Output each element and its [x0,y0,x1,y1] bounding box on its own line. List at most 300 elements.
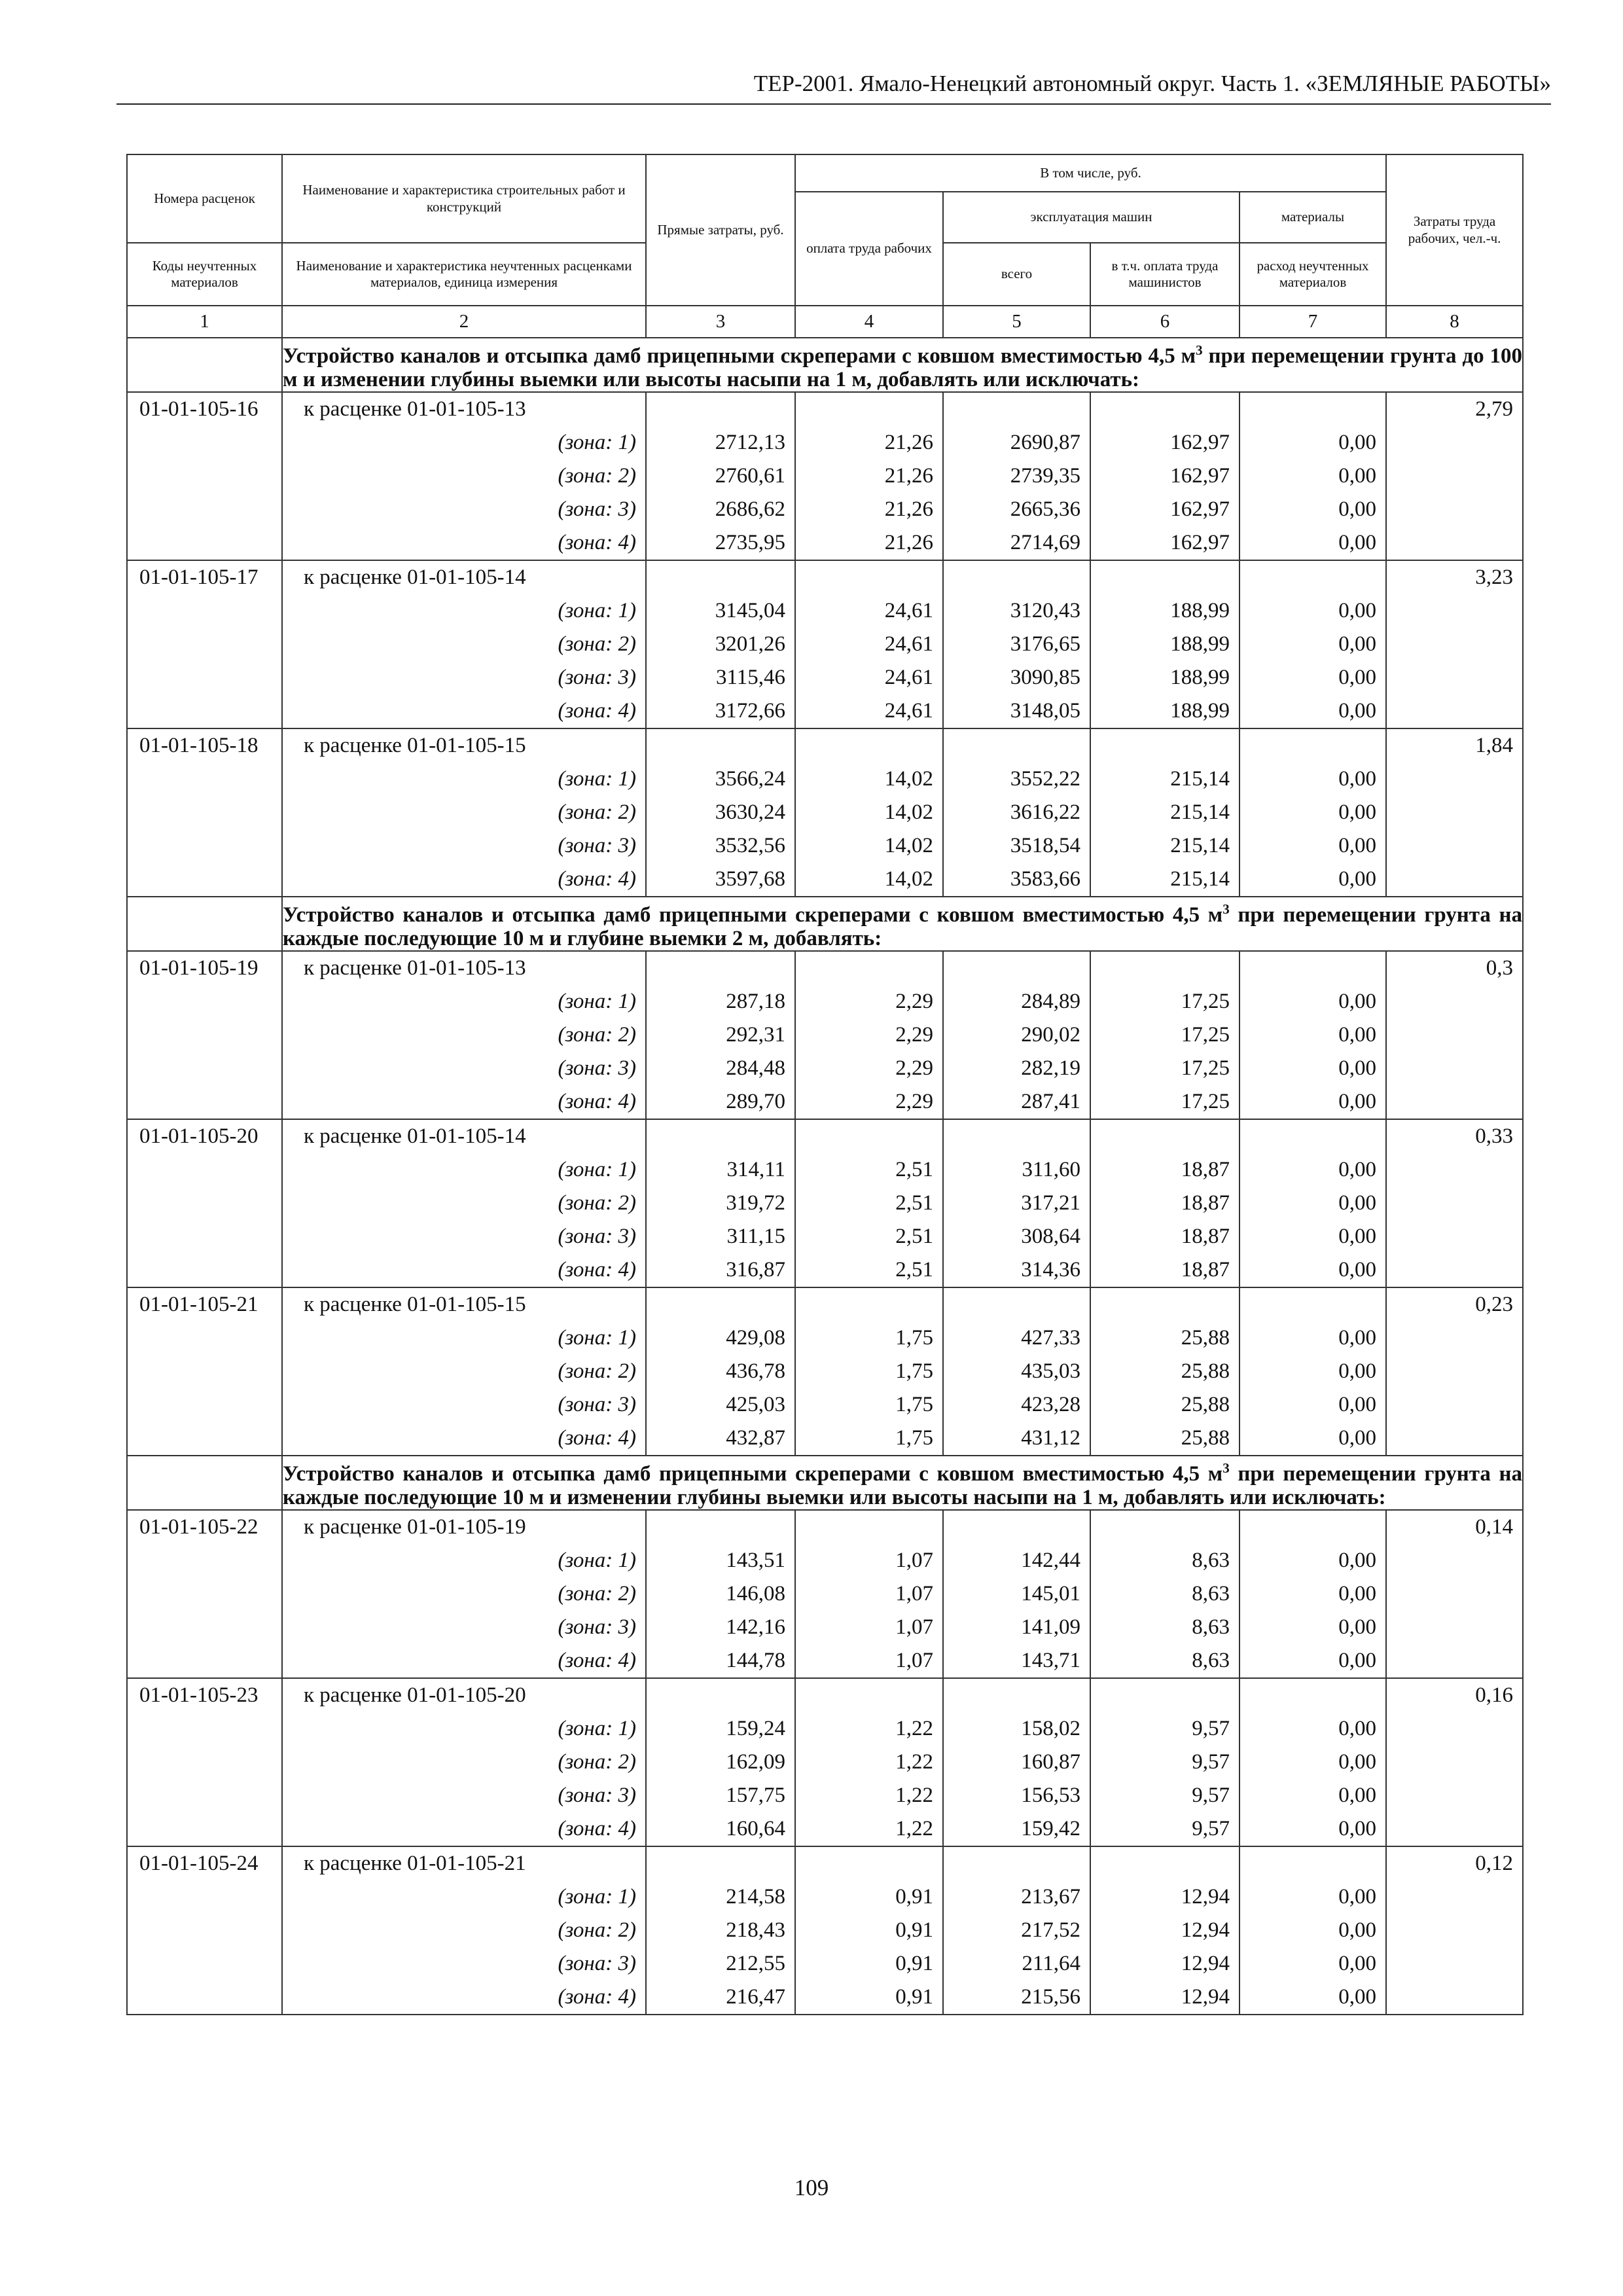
direct-costs-value: 3532,56 [646,829,795,863]
machines-total-value: 160,87 [943,1746,1090,1779]
column-number: 2 [282,306,646,338]
empty-cell [943,560,1090,594]
machinist-pay-value: 9,57 [1090,1712,1240,1746]
rate-item-row [127,728,1523,762]
zone-row [127,1422,1523,1456]
empty-cell [1386,459,1523,493]
zone-label: (зона: 4) [282,1253,646,1287]
zone-row [127,863,1523,897]
empty-cell [127,628,282,661]
materials-value: 0,00 [1240,1746,1386,1779]
empty-cell [127,661,282,694]
empty-cell [1386,694,1523,728]
zone-row [127,1085,1523,1119]
machines-total-value: 156,53 [943,1779,1090,1812]
th-machines-total: всего [943,243,1090,306]
empty-cell [646,1119,795,1153]
empty-cell [646,951,795,985]
worker-pay-value: 0,91 [795,1914,943,1947]
empty-cell [127,1880,282,1914]
th-name-bottom: Наименование и характеристика неучтенных расценками материалов, единица измерения [282,243,646,306]
empty-cell [1090,1119,1240,1153]
materials-value: 0,00 [1240,1914,1386,1947]
empty-cell [1240,1287,1386,1321]
zone-row [127,1812,1523,1846]
rate-item-row [127,1678,1523,1712]
zone-row [127,1355,1523,1388]
empty-cell [127,1577,282,1611]
materials-value: 0,00 [1240,1880,1386,1914]
section-title-text-cont: при перемещении грунта на каждые последующие 10 м и изменении глубины выемки или высоты насыпи на 1 м, добавлять или исключать: [283,1462,1523,1509]
worker-pay-value: 0,91 [795,1981,943,2015]
empty-cell [1386,1577,1523,1611]
direct-costs-value: 314,11 [646,1153,795,1187]
machinist-pay-value: 8,63 [1090,1644,1240,1678]
empty-cell [127,526,282,560]
zone-label: (зона: 4) [282,1644,646,1678]
zone-label: (зона: 1) [282,985,646,1018]
worker-pay-value: 0,91 [795,1880,943,1914]
zone-label: (зона: 1) [282,1880,646,1914]
machinist-pay-value: 8,63 [1090,1577,1240,1611]
zone-row [127,1947,1523,1981]
direct-costs-value: 144,78 [646,1644,795,1678]
rate-name: к расценке 01-01-105-15 [282,728,646,762]
rate-item-row [127,1510,1523,1544]
empty-cell [127,594,282,628]
zone-label: (зона: 1) [282,594,646,628]
zone-label: (зона: 4) [282,526,646,560]
machines-total-value: 143,71 [943,1644,1090,1678]
labor-cost: 0,3 [1386,951,1523,985]
direct-costs-value: 146,08 [646,1577,795,1611]
machinist-pay-value: 162,97 [1090,526,1240,560]
th-materials: материалы [1240,192,1386,243]
machinist-pay-value: 18,87 [1090,1187,1240,1220]
zone-row [127,1187,1523,1220]
empty-cell [127,1153,282,1187]
zone-row [127,426,1523,459]
worker-pay-value: 14,02 [795,762,943,796]
empty-cell [1240,1119,1386,1153]
direct-costs-value: 319,72 [646,1187,795,1220]
th-machinist-pay: в т.ч. оплата труда машинистов [1090,243,1240,306]
empty-cell [795,1846,943,1880]
empty-cell [646,560,795,594]
empty-cell [1386,796,1523,829]
machines-total-value: 423,28 [943,1388,1090,1422]
rate-code: 01-01-105-16 [127,392,282,426]
direct-costs-value: 2760,61 [646,459,795,493]
empty-cell [1386,1220,1523,1253]
empty-cell [1386,863,1523,897]
empty-cell [943,951,1090,985]
worker-pay-value: 21,26 [795,493,943,526]
direct-costs-value: 425,03 [646,1388,795,1422]
rate-code: 01-01-105-22 [127,1510,282,1544]
materials-value: 0,00 [1240,1153,1386,1187]
zone-label: (зона: 2) [282,1914,646,1947]
column-number: 8 [1386,306,1523,338]
materials-value: 0,00 [1240,985,1386,1018]
machines-total-value: 2665,36 [943,493,1090,526]
zone-label: (зона: 2) [282,1746,646,1779]
machinist-pay-value: 12,94 [1090,1947,1240,1981]
worker-pay-value: 24,61 [795,694,943,728]
empty-cell [1090,392,1240,426]
empty-cell [1090,951,1240,985]
column-number: 4 [795,306,943,338]
zone-label: (зона: 1) [282,426,646,459]
machines-total-value: 284,89 [943,985,1090,1018]
empty-cell [646,1287,795,1321]
machinist-pay-value: 9,57 [1090,1746,1240,1779]
empty-cell [1386,594,1523,628]
empty-cell [795,1678,943,1712]
section-title-text: Устройство каналов и отсыпка дамб прицепными скреперами с ковшом вместимостью 4,5 м [283,903,1223,927]
materials-value: 0,00 [1240,1779,1386,1812]
machinist-pay-value: 188,99 [1090,661,1240,694]
materials-value: 0,00 [1240,1644,1386,1678]
empty-cell [127,1052,282,1085]
zone-row [127,1388,1523,1422]
empty-cell [127,985,282,1018]
worker-pay-value: 1,75 [795,1355,943,1388]
worker-pay-value: 21,26 [795,459,943,493]
machines-total-value: 290,02 [943,1018,1090,1052]
machinist-pay-value: 215,14 [1090,863,1240,897]
direct-costs-value: 162,09 [646,1746,795,1779]
empty-cell [1386,1880,1523,1914]
rate-code: 01-01-105-24 [127,1846,282,1880]
worker-pay-value: 21,26 [795,526,943,560]
empty-cell [1240,951,1386,985]
machinist-pay-value: 188,99 [1090,594,1240,628]
empty-cell [943,392,1090,426]
empty-cell [127,1812,282,1846]
rate-code: 01-01-105-21 [127,1287,282,1321]
empty-cell [1386,1812,1523,1846]
section-title-spacer [127,1456,282,1510]
machinist-pay-value: 162,97 [1090,493,1240,526]
zone-label: (зона: 4) [282,1422,646,1456]
rate-code: 01-01-105-18 [127,728,282,762]
zone-row [127,1880,1523,1914]
zone-label: (зона: 3) [282,1220,646,1253]
labor-cost: 0,14 [1386,1510,1523,1544]
zone-row [127,1052,1523,1085]
th-material-consumption: расход неучтенных материалов [1240,243,1386,306]
empty-cell [1386,1253,1523,1287]
materials-value: 0,00 [1240,1422,1386,1456]
worker-pay-value: 2,29 [795,1052,943,1085]
worker-pay-value: 1,75 [795,1388,943,1422]
rate-name: к расценке 01-01-105-14 [282,1119,646,1153]
section-title-spacer [127,897,282,951]
empty-cell [127,863,282,897]
worker-pay-value: 14,02 [795,796,943,829]
th-worker-pay: оплата труда рабочих [795,192,943,306]
machines-total-value: 3583,66 [943,863,1090,897]
materials-value: 0,00 [1240,594,1386,628]
empty-cell [646,1846,795,1880]
rate-name: к расценке 01-01-105-15 [282,1287,646,1321]
section-title-text: Устройство каналов и отсыпка дамб прицепными скреперами с ковшом вместимостью 4,5 м [283,1462,1223,1486]
empty-cell [1386,1018,1523,1052]
direct-costs-value: 3172,66 [646,694,795,728]
machines-total-value: 3120,43 [943,594,1090,628]
machines-total-value: 141,09 [943,1611,1090,1644]
zone-label: (зона: 3) [282,829,646,863]
empty-cell [1386,1321,1523,1355]
direct-costs-value: 289,70 [646,1085,795,1119]
empty-cell [646,1510,795,1544]
materials-value: 0,00 [1240,1321,1386,1355]
materials-value: 0,00 [1240,628,1386,661]
zone-label: (зона: 3) [282,1611,646,1644]
machines-total-value: 2690,87 [943,426,1090,459]
materials-value: 0,00 [1240,796,1386,829]
column-number-row [127,306,1523,338]
machines-total-value: 211,64 [943,1947,1090,1981]
machines-total-value: 2739,35 [943,459,1090,493]
empty-cell [127,762,282,796]
zone-row [127,493,1523,526]
empty-cell [1386,493,1523,526]
worker-pay-value: 2,29 [795,985,943,1018]
empty-cell [127,1018,282,1052]
zone-label: (зона: 2) [282,1355,646,1388]
empty-cell [1090,1510,1240,1544]
empty-cell [127,1253,282,1287]
machinist-pay-value: 8,63 [1090,1611,1240,1644]
column-number: 5 [943,306,1090,338]
empty-cell [1386,1187,1523,1220]
empty-cell [1386,426,1523,459]
empty-cell [1386,1779,1523,1812]
machines-total-value: 215,56 [943,1981,1090,2015]
zone-label: (зона: 1) [282,1153,646,1187]
zone-label: (зона: 2) [282,1577,646,1611]
empty-cell [1386,1422,1523,1456]
direct-costs-value: 218,43 [646,1914,795,1947]
zone-row [127,628,1523,661]
machinist-pay-value: 12,94 [1090,1981,1240,2015]
machines-total-value: 435,03 [943,1355,1090,1388]
empty-cell [943,1287,1090,1321]
machines-total-value: 3518,54 [943,829,1090,863]
direct-costs-value: 3145,04 [646,594,795,628]
zone-label: (зона: 1) [282,1321,646,1355]
direct-costs-value: 436,78 [646,1355,795,1388]
th-direct-costs: Прямые затраты, руб. [646,154,795,306]
th-labor-costs: Затраты труда рабочих, чел.-ч. [1386,154,1523,306]
rate-code: 01-01-105-20 [127,1119,282,1153]
machines-total-value: 2714,69 [943,526,1090,560]
zone-row [127,1018,1523,1052]
empty-cell [1386,1947,1523,1981]
materials-value: 0,00 [1240,1220,1386,1253]
materials-value: 0,00 [1240,1085,1386,1119]
empty-cell [1240,1846,1386,1880]
direct-costs-value: 2686,62 [646,493,795,526]
direct-costs-value: 216,47 [646,1981,795,2015]
machinist-pay-value: 18,87 [1090,1220,1240,1253]
empty-cell [127,1321,282,1355]
worker-pay-value: 2,51 [795,1220,943,1253]
empty-cell [1386,1981,1523,2015]
direct-costs-value: 316,87 [646,1253,795,1287]
zone-row [127,459,1523,493]
zone-label: (зона: 3) [282,1779,646,1812]
machinist-pay-value: 25,88 [1090,1422,1240,1456]
worker-pay-value: 2,51 [795,1253,943,1287]
machinist-pay-value: 17,25 [1090,1018,1240,1052]
zone-label: (зона: 4) [282,694,646,728]
worker-pay-value: 24,61 [795,594,943,628]
zone-label: (зона: 3) [282,1947,646,1981]
direct-costs-value: 159,24 [646,1712,795,1746]
materials-value: 0,00 [1240,526,1386,560]
empty-cell [943,1510,1090,1544]
zone-label: (зона: 3) [282,1388,646,1422]
direct-costs-value: 292,31 [646,1018,795,1052]
labor-cost: 1,84 [1386,728,1523,762]
rate-item-row [127,392,1523,426]
section-title [282,1456,1523,1510]
rate-item-row [127,1287,1523,1321]
empty-cell [1386,1355,1523,1388]
machinist-pay-value: 17,25 [1090,1085,1240,1119]
zone-row [127,661,1523,694]
direct-costs-value: 3566,24 [646,762,795,796]
machinist-pay-value: 188,99 [1090,628,1240,661]
empty-cell [646,1678,795,1712]
zone-row [127,1712,1523,1746]
th-name-top: Наименование и характеристика строительных работ и конструкций [282,154,646,243]
direct-costs-value: 287,18 [646,985,795,1018]
worker-pay-value: 24,61 [795,628,943,661]
empty-cell [127,1914,282,1947]
machines-total-value: 311,60 [943,1153,1090,1187]
empty-cell [943,1119,1090,1153]
empty-cell [943,1678,1090,1712]
zone-label: (зона: 2) [282,459,646,493]
worker-pay-value: 21,26 [795,426,943,459]
th-codes-bottom: Коды неучтенных материалов [127,243,282,306]
empty-cell [1386,1388,1523,1422]
materials-value: 0,00 [1240,1611,1386,1644]
zone-row [127,1253,1523,1287]
zone-row [127,1981,1523,2015]
rate-item-row [127,560,1523,594]
direct-costs-value: 2735,95 [646,526,795,560]
worker-pay-value: 1,22 [795,1812,943,1846]
machinist-pay-value: 18,87 [1090,1153,1240,1187]
materials-value: 0,00 [1240,1187,1386,1220]
machinist-pay-value: 25,88 [1090,1388,1240,1422]
materials-value: 0,00 [1240,1388,1386,1422]
empty-cell [1090,1846,1240,1880]
empty-cell [795,1510,943,1544]
machinist-pay-value: 188,99 [1090,694,1240,728]
zone-row [127,1153,1523,1187]
empty-cell [1386,1644,1523,1678]
labor-cost: 0,33 [1386,1119,1523,1153]
rate-name: к расценке 01-01-105-20 [282,1678,646,1712]
worker-pay-value: 1,22 [795,1712,943,1746]
section-title-row [127,338,1523,392]
materials-value: 0,00 [1240,1355,1386,1388]
zone-label: (зона: 4) [282,1085,646,1119]
column-number: 3 [646,306,795,338]
zone-label: (зона: 3) [282,1052,646,1085]
materials-value: 0,00 [1240,1052,1386,1085]
empty-cell [1240,1510,1386,1544]
machinist-pay-value: 17,25 [1090,985,1240,1018]
empty-cell [1386,526,1523,560]
machinist-pay-value: 25,88 [1090,1321,1240,1355]
empty-cell [1240,560,1386,594]
worker-pay-value: 2,29 [795,1018,943,1052]
header-rule [116,103,1551,105]
zone-row [127,526,1523,560]
zone-label: (зона: 2) [282,796,646,829]
empty-cell [127,1388,282,1422]
zone-label: (зона: 3) [282,493,646,526]
empty-cell [943,728,1090,762]
materials-value: 0,00 [1240,762,1386,796]
machines-total-value: 314,36 [943,1253,1090,1287]
zone-row [127,1914,1523,1947]
empty-cell [795,951,943,985]
machines-total-value: 213,67 [943,1880,1090,1914]
zone-label: (зона: 3) [282,661,646,694]
machinist-pay-value: 162,97 [1090,426,1240,459]
empty-cell [127,694,282,728]
materials-value: 0,00 [1240,1253,1386,1287]
labor-cost: 0,16 [1386,1678,1523,1712]
materials-value: 0,00 [1240,661,1386,694]
section-title-row [127,897,1523,951]
empty-cell [127,1544,282,1577]
worker-pay-value: 24,61 [795,661,943,694]
zone-label: (зона: 2) [282,628,646,661]
empty-cell [795,1287,943,1321]
machines-total-value: 158,02 [943,1712,1090,1746]
page-header-title: ТЕР-2001. Ямало-Ненецкий автономный округ. Часть 1. «ЗЕМЛЯНЫЕ РАБОТЫ» [753,71,1551,96]
direct-costs-value: 143,51 [646,1544,795,1577]
direct-costs-value: 214,58 [646,1880,795,1914]
worker-pay-value: 1,07 [795,1644,943,1678]
empty-cell [1386,1153,1523,1187]
materials-value: 0,00 [1240,1544,1386,1577]
materials-value: 0,00 [1240,493,1386,526]
zone-label: (зона: 1) [282,1712,646,1746]
empty-cell [1386,1085,1523,1119]
machines-total-value: 317,21 [943,1187,1090,1220]
labor-cost: 0,23 [1386,1287,1523,1321]
empty-cell [127,1220,282,1253]
materials-value: 0,00 [1240,1812,1386,1846]
empty-cell [1386,1611,1523,1644]
table-body [127,338,1523,2015]
table-header [127,154,1523,338]
empty-cell [1090,1287,1240,1321]
machinist-pay-value: 18,87 [1090,1253,1240,1287]
worker-pay-value: 1,75 [795,1422,943,1456]
empty-cell [646,728,795,762]
